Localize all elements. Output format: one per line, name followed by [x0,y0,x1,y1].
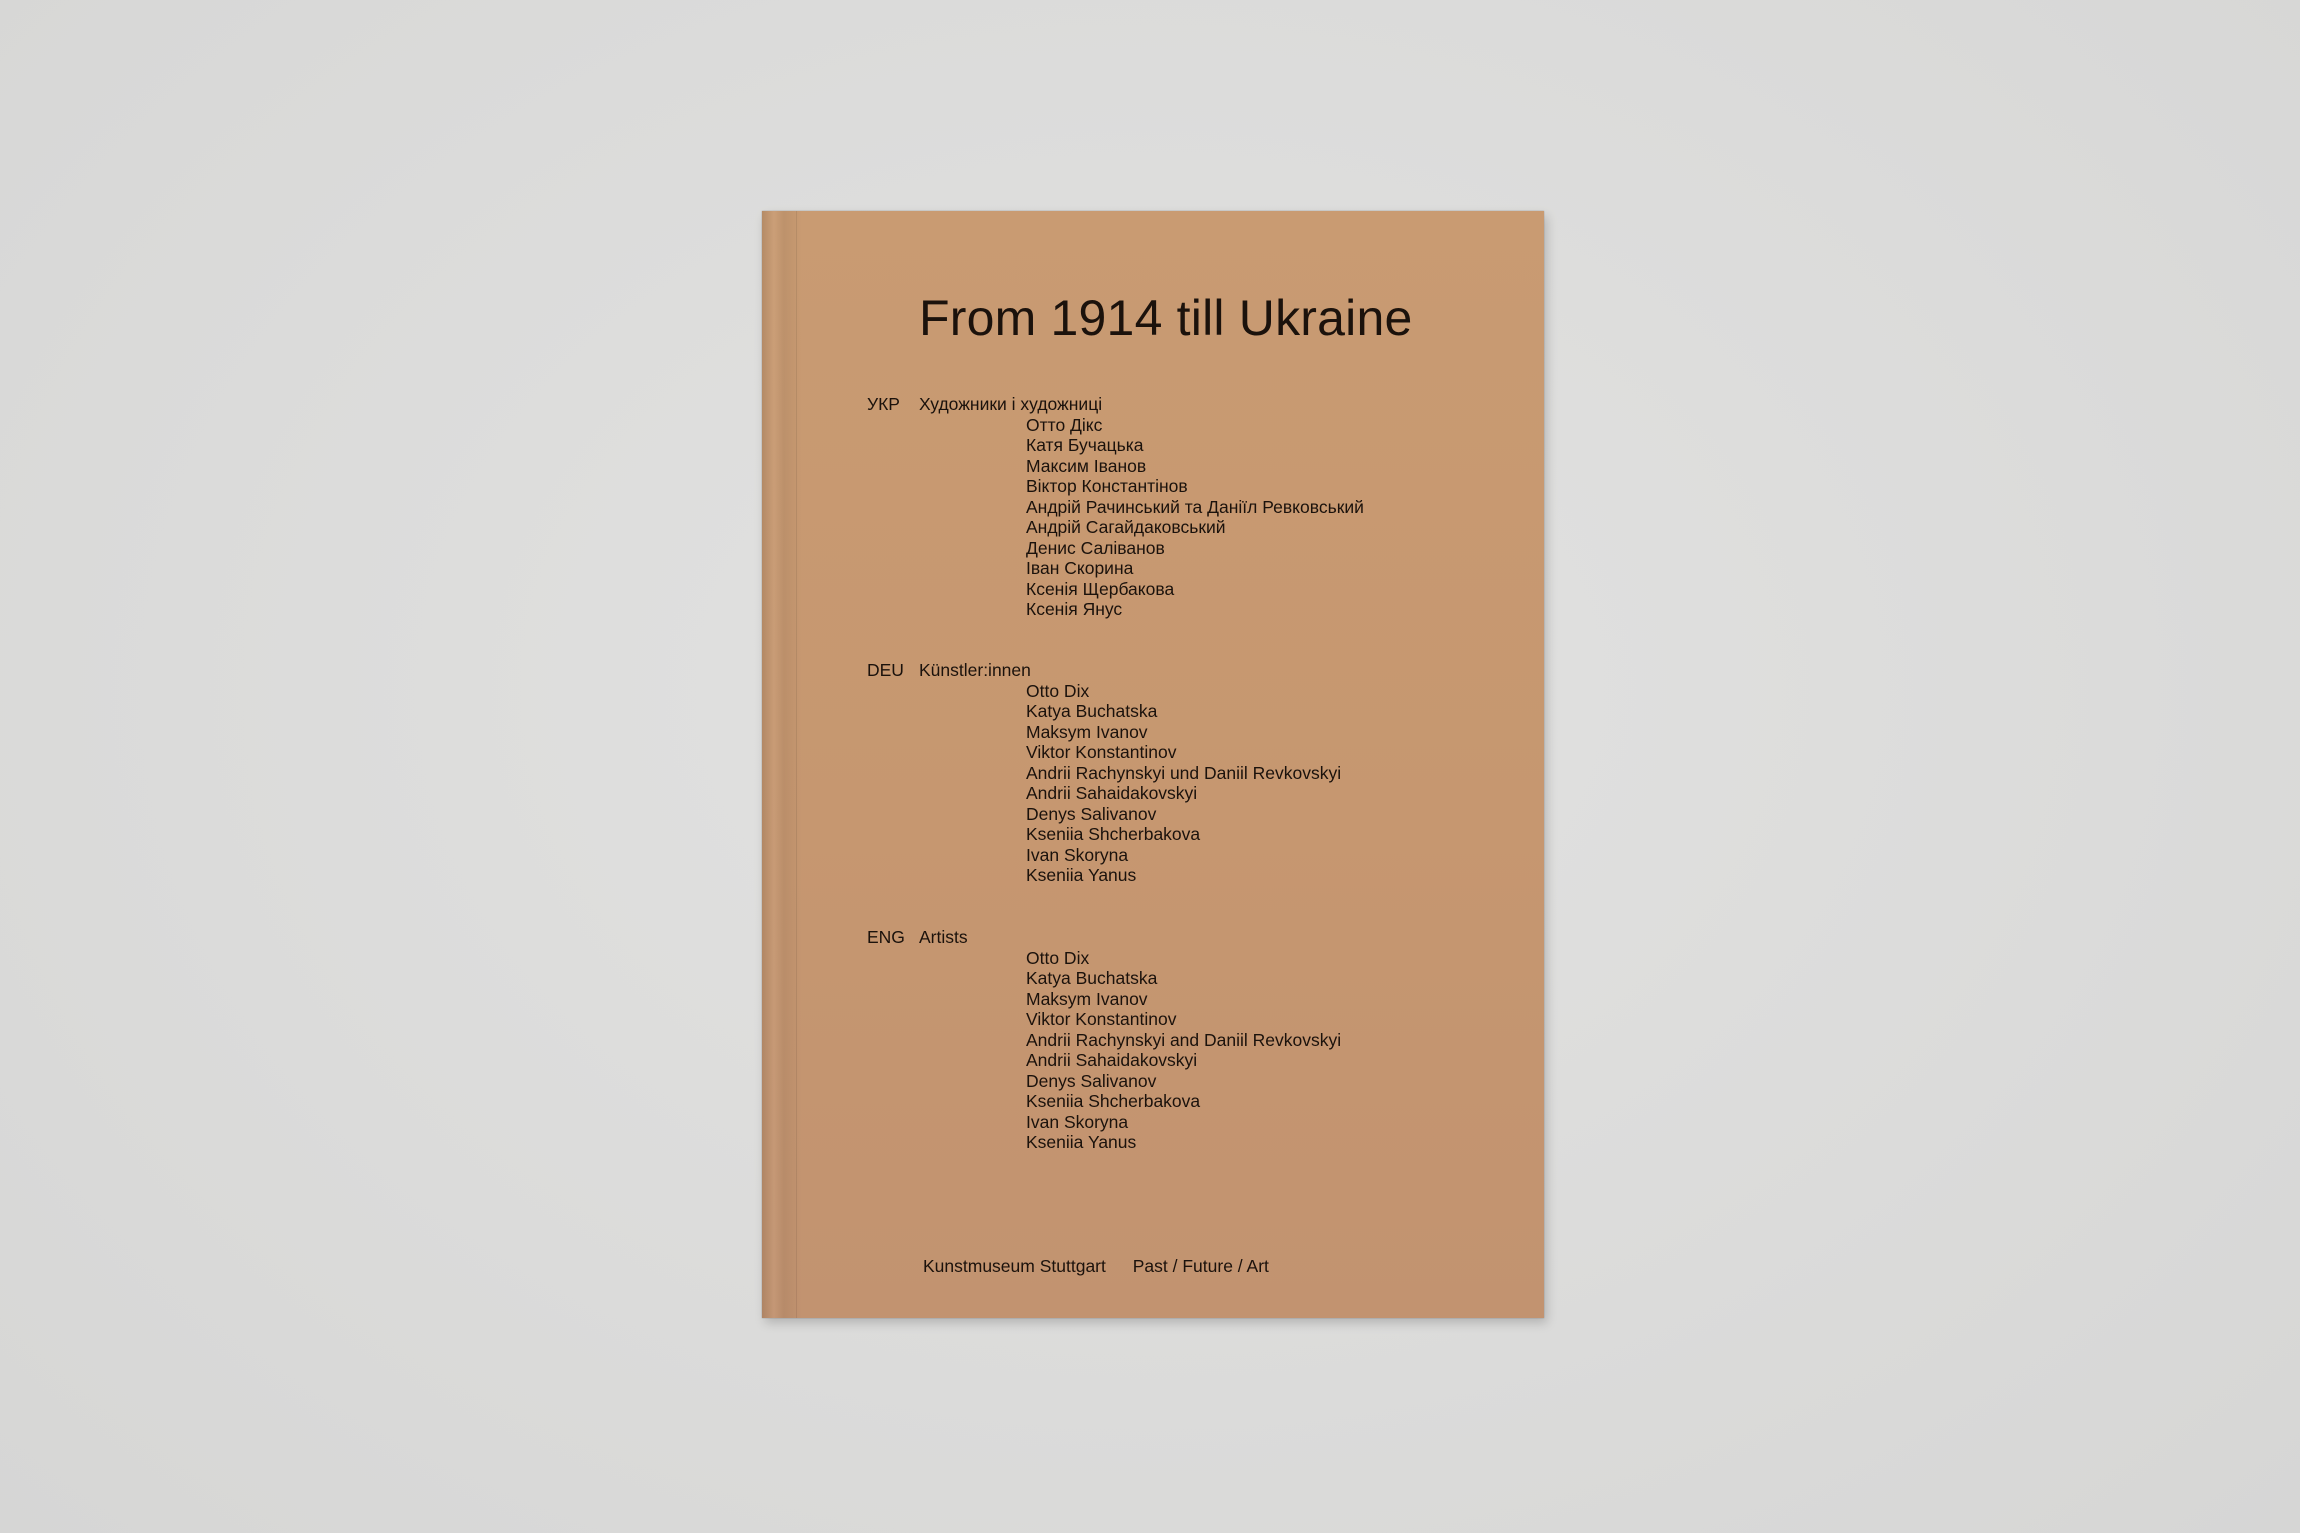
artist-list [867,415,1364,620]
artist-name: Otto Dix [1026,947,1090,968]
artist-name: Katya Buchatska [1026,701,1158,721]
artist-name: Maksym Ivanov [1026,988,1148,1009]
section-title: Художники і художниці [919,394,1103,414]
artist-name: Андрій Сагайдаковський [1026,517,1226,537]
artist-name: Денис Саліванов [1026,537,1165,558]
artist-name: Ivan Skoryna [1026,1111,1129,1132]
section-deu [867,660,1341,886]
artist-name: Kseniia Shcherbakova [1026,1091,1201,1111]
section-eng [867,927,1341,1153]
artist-name: Катя Бучацька [1026,435,1144,455]
artist-name: Andrii Sahaidakovskyi [1026,783,1198,803]
section-title: Künstler:innen [919,660,1031,680]
section-heading [867,660,1341,681]
publisher-name: Kunstmuseum Stuttgart [923,1256,1106,1276]
section-heading [867,927,1341,948]
artist-name: Katya Buchatska [1026,968,1158,988]
publisher-footer [923,1256,1269,1277]
artist-name: Viktor Konstantinov [1026,742,1177,762]
language-code: ENG [867,927,905,947]
artist-name: Denys Salivanov [1026,803,1157,824]
artist-name: Viktor Konstantinov [1026,1009,1177,1029]
language-code: DEU [867,660,904,680]
language-code: УКР [867,394,900,414]
section-heading [867,394,1364,415]
artist-name: Ксенія Янус [1026,599,1123,619]
artist-name: Andrii Rachynskyi und Daniil Revkovskyi [1026,762,1342,783]
artist-name: Отто Дікс [1026,414,1103,435]
artist-name: Andrii Rachynskyi and Daniil Revkovskyi [1026,1029,1342,1050]
booklet-title: From 1914 till Ukraine [919,290,1413,346]
artist-name: Андрій Рачинський та Даніїл Ревковський [1026,496,1364,517]
booklet-cover [762,211,1544,1318]
artist-name: Kseniia Yanus [1026,1132,1137,1152]
artist-name: Kseniia Yanus [1026,865,1137,885]
artist-name: Віктор Константінов [1026,476,1188,496]
artist-name: Ксенія Щербакова [1026,578,1175,599]
series-title: Past / Future / Art [1132,1256,1269,1276]
artist-name: Otto Dix [1026,680,1090,701]
artist-name: Denys Salivanov [1026,1070,1157,1091]
artist-name: Maksym Ivanov [1026,721,1148,742]
artist-name: Іван Скорина [1026,558,1134,578]
artist-name: Ivan Skoryna [1026,844,1129,865]
artist-list [867,948,1341,1153]
section-title: Artists [919,927,968,947]
section-ukr [867,394,1364,620]
artist-name: Kseniia Shcherbakova [1026,824,1201,844]
artist-name: Максим Іванов [1026,455,1147,476]
artist-name: Andrii Sahaidakovskyi [1026,1050,1198,1070]
artist-list [867,681,1341,886]
